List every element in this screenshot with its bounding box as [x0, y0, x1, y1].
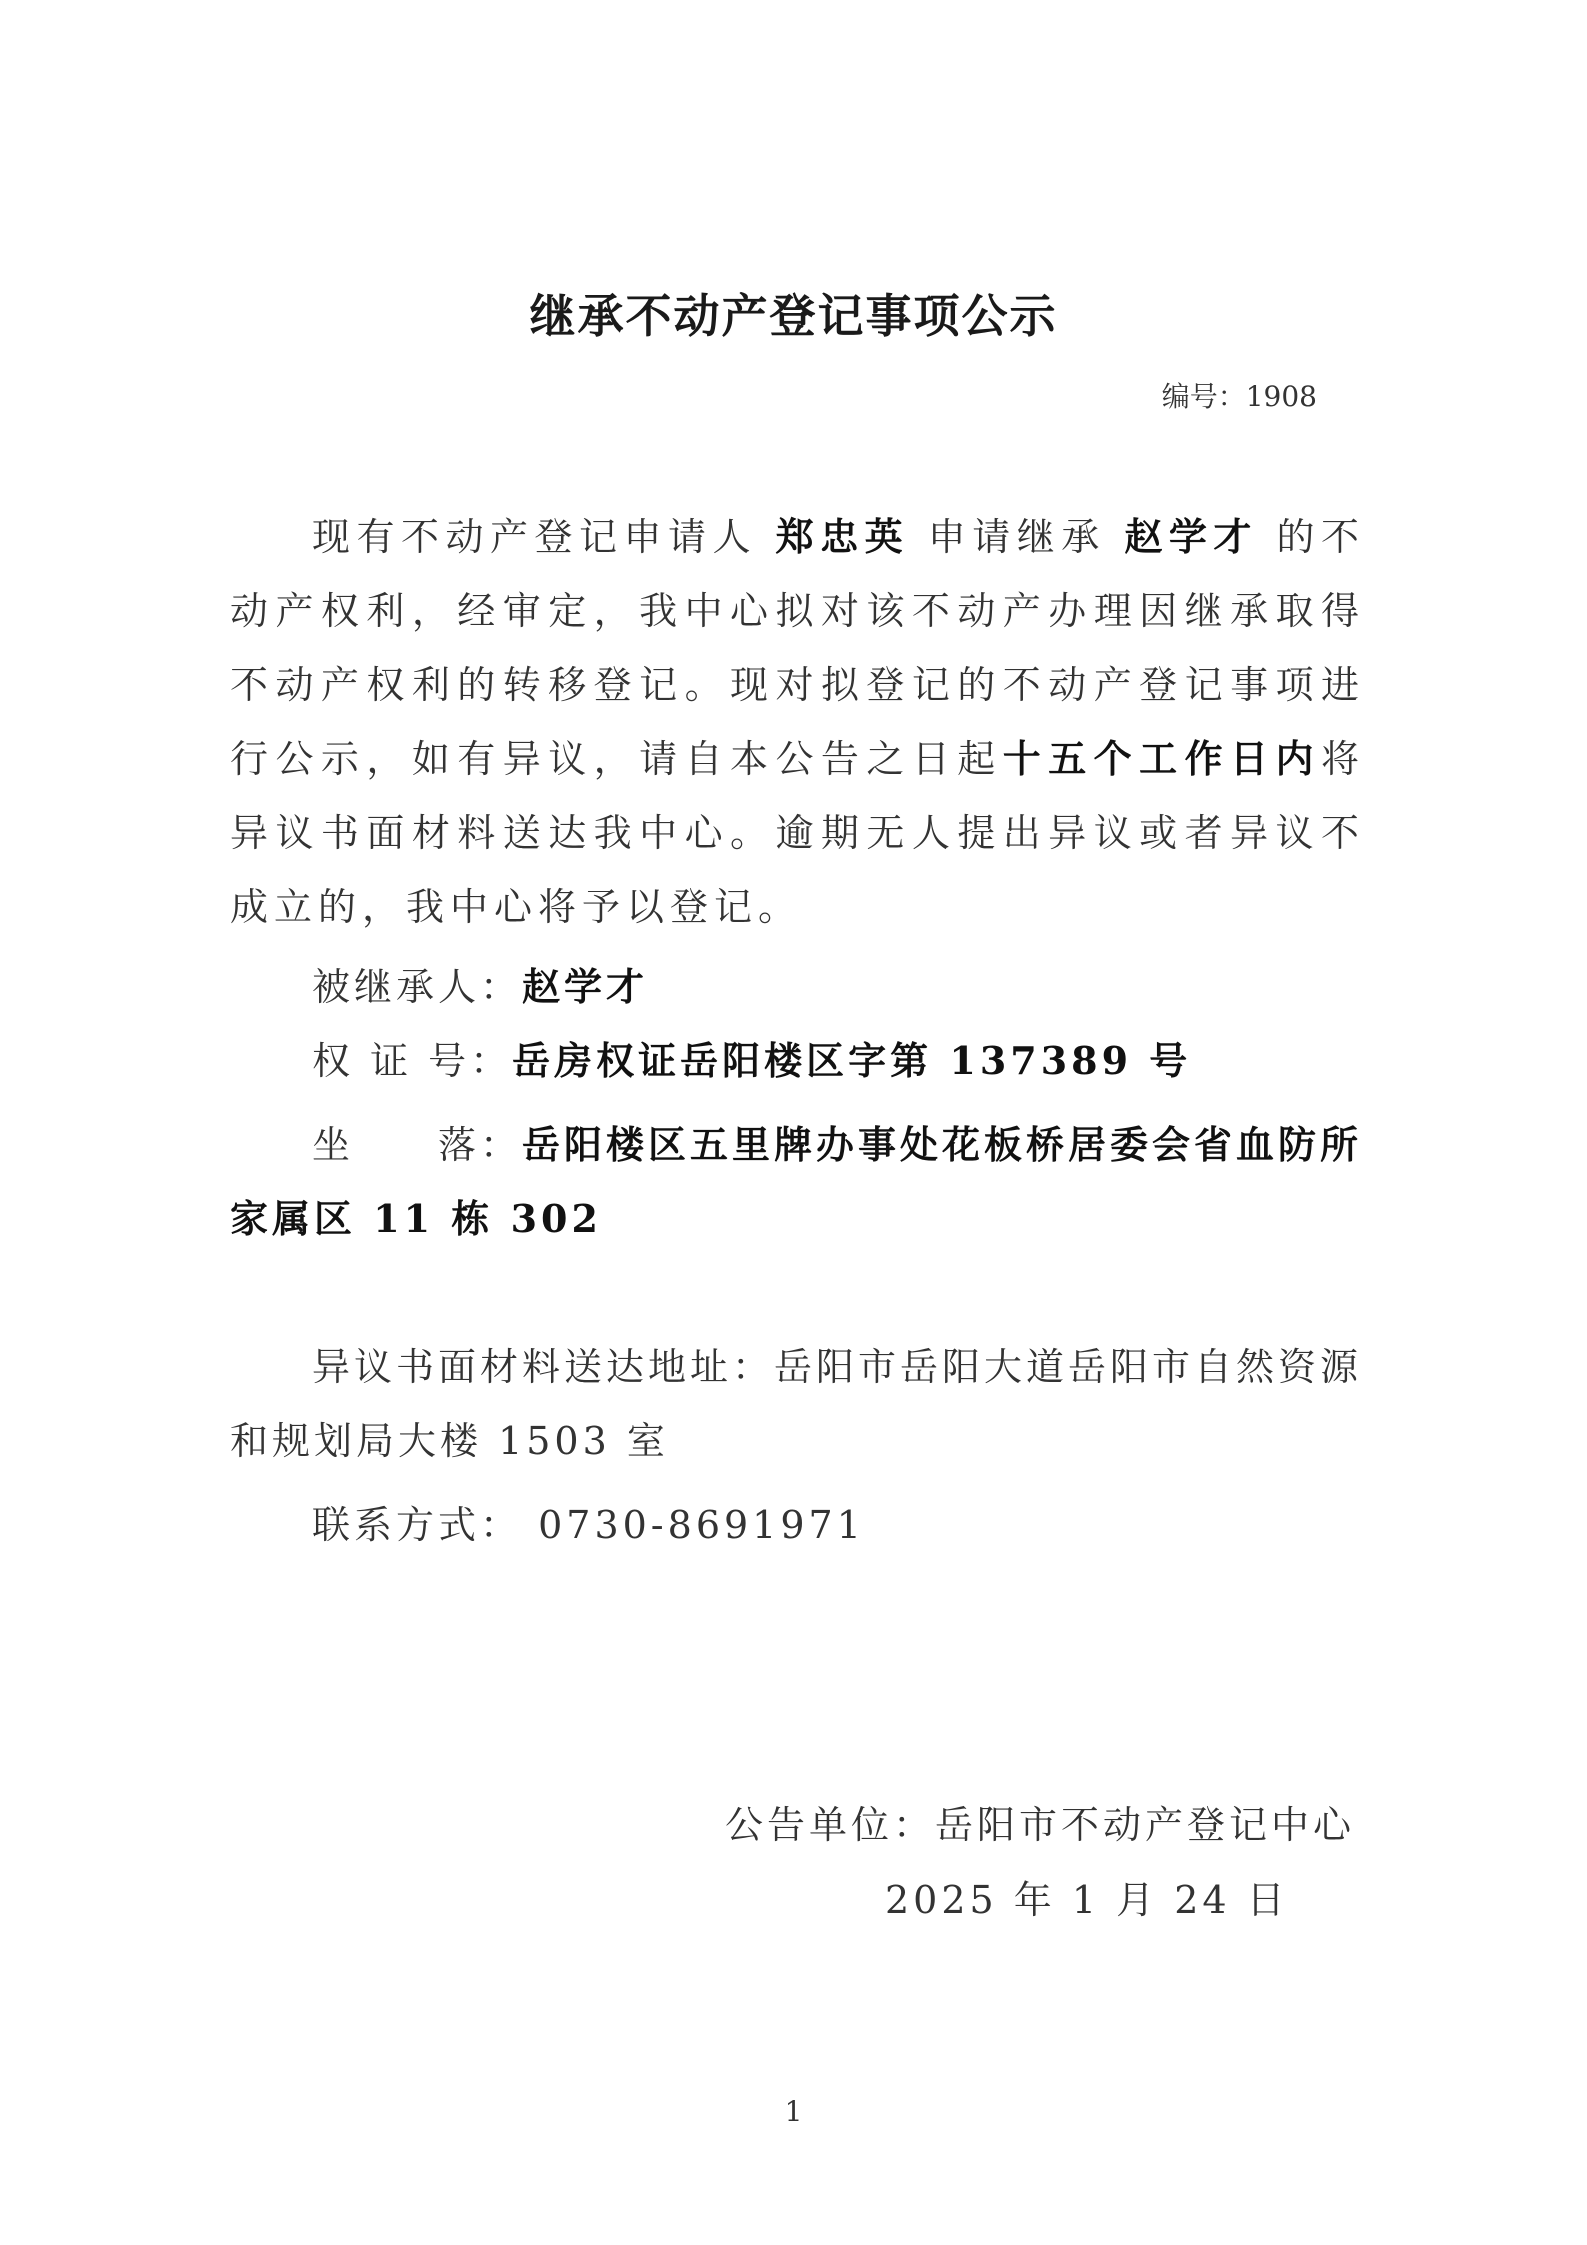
certificate-field [312, 1024, 1191, 1098]
issuer: 公告单位：岳阳市不动产登记中心 [725, 1803, 1356, 1847]
location-field [230, 1108, 1365, 1256]
certificate-label: 权 证 号： [312, 1039, 513, 1083]
notice-text-2: 申请继承 [909, 515, 1125, 559]
page-number: 1 [784, 2095, 803, 2128]
notice-text-3: 的不动产权利，经审定，我中心拟对该不动产办理因继承取得不动产权利的转移登记。现对拟登记的不动产登记事项进行公示，如有异议，请自本公告之日起 [230, 515, 1365, 781]
issue-date: 2025 年 1 月 24 日 [885, 1878, 1289, 1922]
location-label: 坐 落： [312, 1123, 523, 1167]
page-title: 继承不动产登记事项公示 [529, 289, 1058, 343]
contact-field [312, 1488, 865, 1562]
notice-text-1: 现有不动产登记申请人 [312, 515, 776, 559]
objection-address-value: 岳阳市岳阳大道岳阳市自然资源和规划局大楼 1503 室 [230, 1345, 1363, 1463]
applicant-name: 郑忠英 [775, 514, 910, 559]
notice-paragraph [230, 500, 1365, 944]
contact-label: 联系方式： [312, 1503, 523, 1547]
document-number: 编号：1908 [1161, 380, 1317, 413]
decedent-label: 被继承人： [312, 965, 523, 1009]
contact-value: 0730-8691971 [522, 1503, 865, 1547]
decedent-field [312, 950, 648, 1024]
objection-period: 十五个工作日内 [1002, 736, 1321, 781]
objection-address-label: 异议书面材料送达地址： [312, 1345, 775, 1389]
decedent-name: 赵学才 [1124, 514, 1258, 559]
notice-text-4: 将异议书面材料送达我中心。逾期无人提出异议或者异议不成立的，我中心将予以登记。 [230, 737, 1365, 929]
objection-address [230, 1330, 1365, 1478]
certificate-value: 岳房权证岳阳楼区字第 137389 号 [512, 1038, 1192, 1083]
location-value: 岳阳楼区五里牌办事处花板桥居委会省血防所家属区 11 栋 302 [230, 1122, 1363, 1241]
decedent-value: 赵学才 [522, 964, 649, 1009]
